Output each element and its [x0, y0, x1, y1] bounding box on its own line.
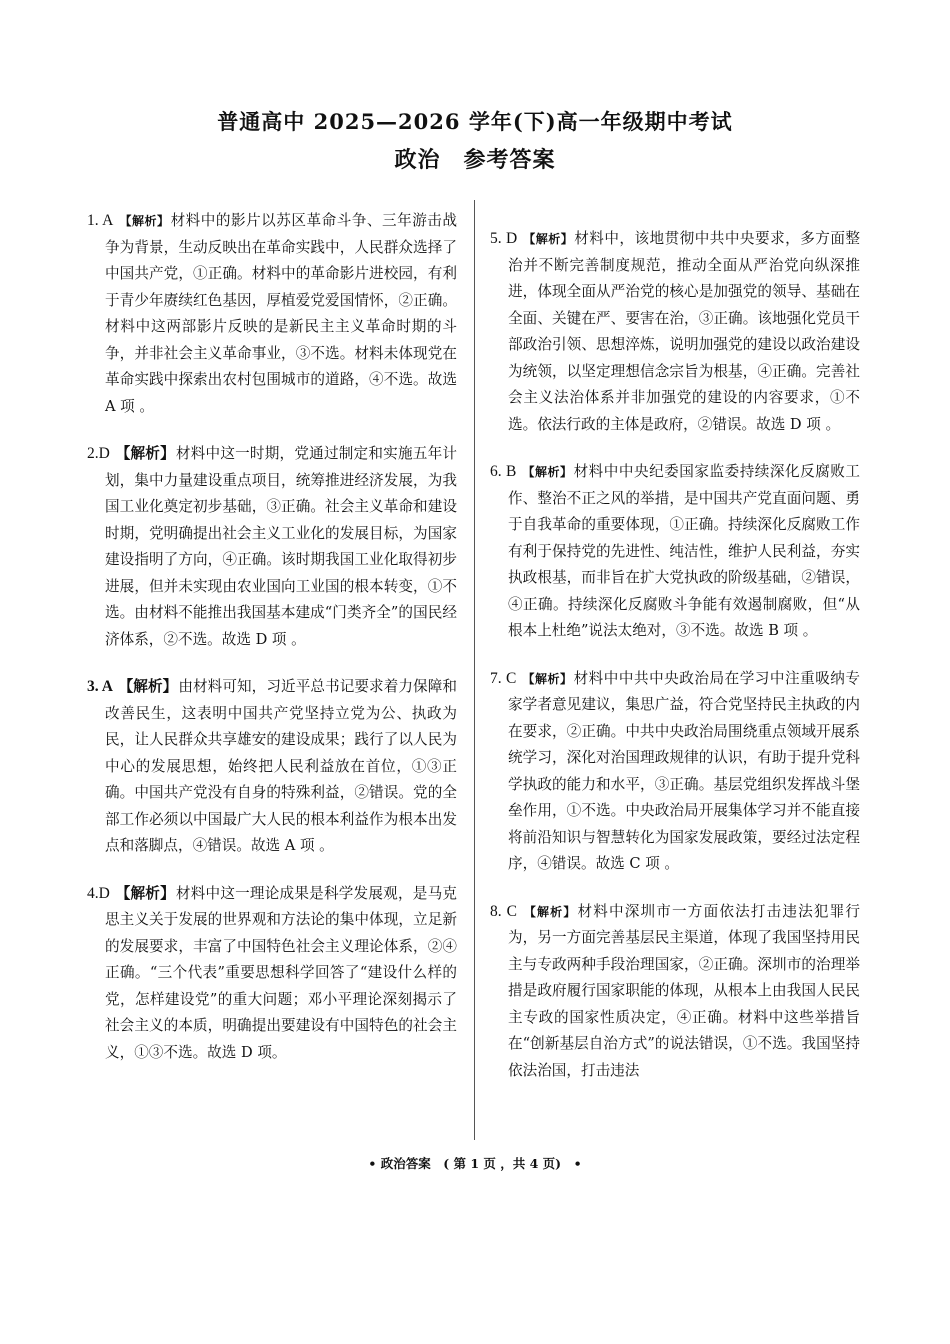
exam-title: 普通高中 2025—2026 学年(下)高一年级期中考试 [217, 109, 733, 134]
answer-number: 8. C [490, 902, 518, 920]
analysis-tag: 【解析】 [118, 678, 178, 695]
answer-item-1 [87, 208, 457, 420]
analysis-text: 材料中中共中央政治局在学习中注重吸纳专家学者意见建议，集思广益，符合党坚持民主执政的内在要求，②正确。中共中央政治局围绕重点领域开展系统学习，深化对治国理政规律的认识，有助于提升党科学执政的能力和水平，③正确。基层党组织发挥战斗堡垒作用，①不选。中央政治局开展集体学习并不能直接将前沿知识与智慧转化为国家发展政策，要经过法定程序，④错误。故选 C 项 。 [508, 669, 860, 872]
analysis-tag: 【解析】 [119, 214, 170, 228]
right-column [490, 226, 860, 1105]
answer-number: 5. D [490, 230, 518, 247]
analysis-text: 材料中，该地贯彻中共中央要求，多方面整治并不断完善制度规范，推动全面从严治党向纵深推进，体现全面从严治党的核心是加强党的领导、基础在全面、关键在严、要害在治，③正确。该地强化党员干部政治引领、思想淬炼，说明加强党的建设以政治建设为统领，以坚定理想信念宗旨为根基，④正确。完善社会主义法治体系并非加强党的建设的内容要求，①不选。依法行政的主体是政府，②错误。故选 D 项 。 [508, 230, 860, 433]
answer-item-5 [490, 226, 860, 438]
answer-item-7 [490, 666, 860, 878]
answer-number: 3. A [87, 678, 113, 695]
answer-number: 2.D [87, 445, 110, 462]
analysis-text: 材料中这一时期，党通过制定和实施五年计划，集中力量建设重点项目，统筹推进经济发展，为我国工业化奠定初步基础，③正确。社会主义革命和建设时期，党明确提出社会主义工业化的发展目标，为国家建设指明了方向，④正确。该时期我国工业化取得初步进展，但并未实现由农业国向工业国的根本转变，①不选。由材料不能推出我国基本建成“门类齐全”的国民经济体系，②不选。故选 D 项 。 [105, 445, 457, 648]
analysis-text: 材料中这一理论成果是科学发展观，是马克思主义关于发展的世界观和方法论的集中体现，立足新的发展要求，丰富了中国特色社会主义理论体系，②④正确。“三个代表”重要思想科学回答了“建设什么样的党，怎样建设党”的重大问题；邓小平理论深刻揭示了社会主义的本质，明确提出要建设有中国特色的社会主义，①③不选。故选 D 项。 [105, 884, 457, 1061]
left-column [87, 208, 457, 1087]
answer-number: 4.D [87, 884, 110, 902]
answer-item-6 [490, 459, 860, 645]
answer-number: 1. A [87, 212, 114, 229]
analysis-text: 由材料可知，习近平总书记要求着力保障和改善民生，这表明中国共产党坚持立党为公、执政为民，让人民群众共享雄安的建设成果；践行了以人民为中心的发展思想，始终把人民利益放在首位，①③正确。中国共产党没有自身的特殊利益，②错误。党的全部工作必须以中国最广大人民的根本利益作为根本出发点和落脚点，④错误。故选 A 项 。 [105, 678, 457, 854]
analysis-tag: 【解析】 [523, 232, 574, 246]
analysis-tag: 【解析】 [115, 884, 175, 902]
analysis-text: 材料中中央纪委国家监委持续深化反腐败工作、整治不正之风的举措，是中国共产党直面问题、勇于自我革命的重要体现，①正确。持续深化反腐败工作有利于保持党的先进性、纯洁性，维护人民利益，夯实执政根基，而非旨在扩大党执政的阶级基础，②错误，④正确。持续深化反腐败斗争能有效遏制腐败，但“从根本上杜绝”说法太绝对，③不选。故选 B 项 。 [508, 463, 860, 639]
analysis-text: 材料中的影片以苏区革命斗争、三年游击战争为背景，生动反映出在革命实践中，人民群众选择了中国共产党，①正确。材料中的革命影片进校园，有利于青少年赓续红色基因，厚植爱党爱国情怀，②正确。材料中这两部影片反映的是新民主主义革命时期的斗争，并非社会主义革命事业，③不选。材料未体现党在革命实践中探索出农村包围城市的道路，④不选。故选 A 项 。 [105, 212, 457, 415]
analysis-tag: 【解析】 [115, 445, 175, 462]
answer-item-4 [87, 881, 457, 1067]
answer-number: 7. C [490, 669, 517, 687]
column-divider [474, 200, 475, 1140]
answer-item-8 [490, 899, 860, 1085]
analysis-tag: 【解析】 [523, 904, 577, 919]
analysis-tag: 【解析】 [522, 465, 573, 479]
answer-number: 6. B [490, 463, 517, 480]
answer-subtitle: 政治 参考答案 [394, 147, 556, 173]
page-footer: • 政治答案 ( 第 1 页 ，共 4 页) • [368, 1156, 582, 1171]
answer-item-2 [87, 441, 457, 653]
answer-item-3 [87, 674, 457, 860]
analysis-text: 材料中深圳市一方面依法打击违法犯罪行为，另一方面完善基层民主渠道，体现了我国坚持用民主与专政两种手段治理国家，②正确。深圳市的治理举措是政府履行国家职能的体现，从根本上由我国人民民主专政的国家性质决定，④正确。材料中这些举措旨在“创新基层自治方式”的说法错误，①不选。我国坚持依法治国，打击违法 [508, 902, 860, 1079]
analysis-tag: 【解析】 [522, 671, 573, 686]
